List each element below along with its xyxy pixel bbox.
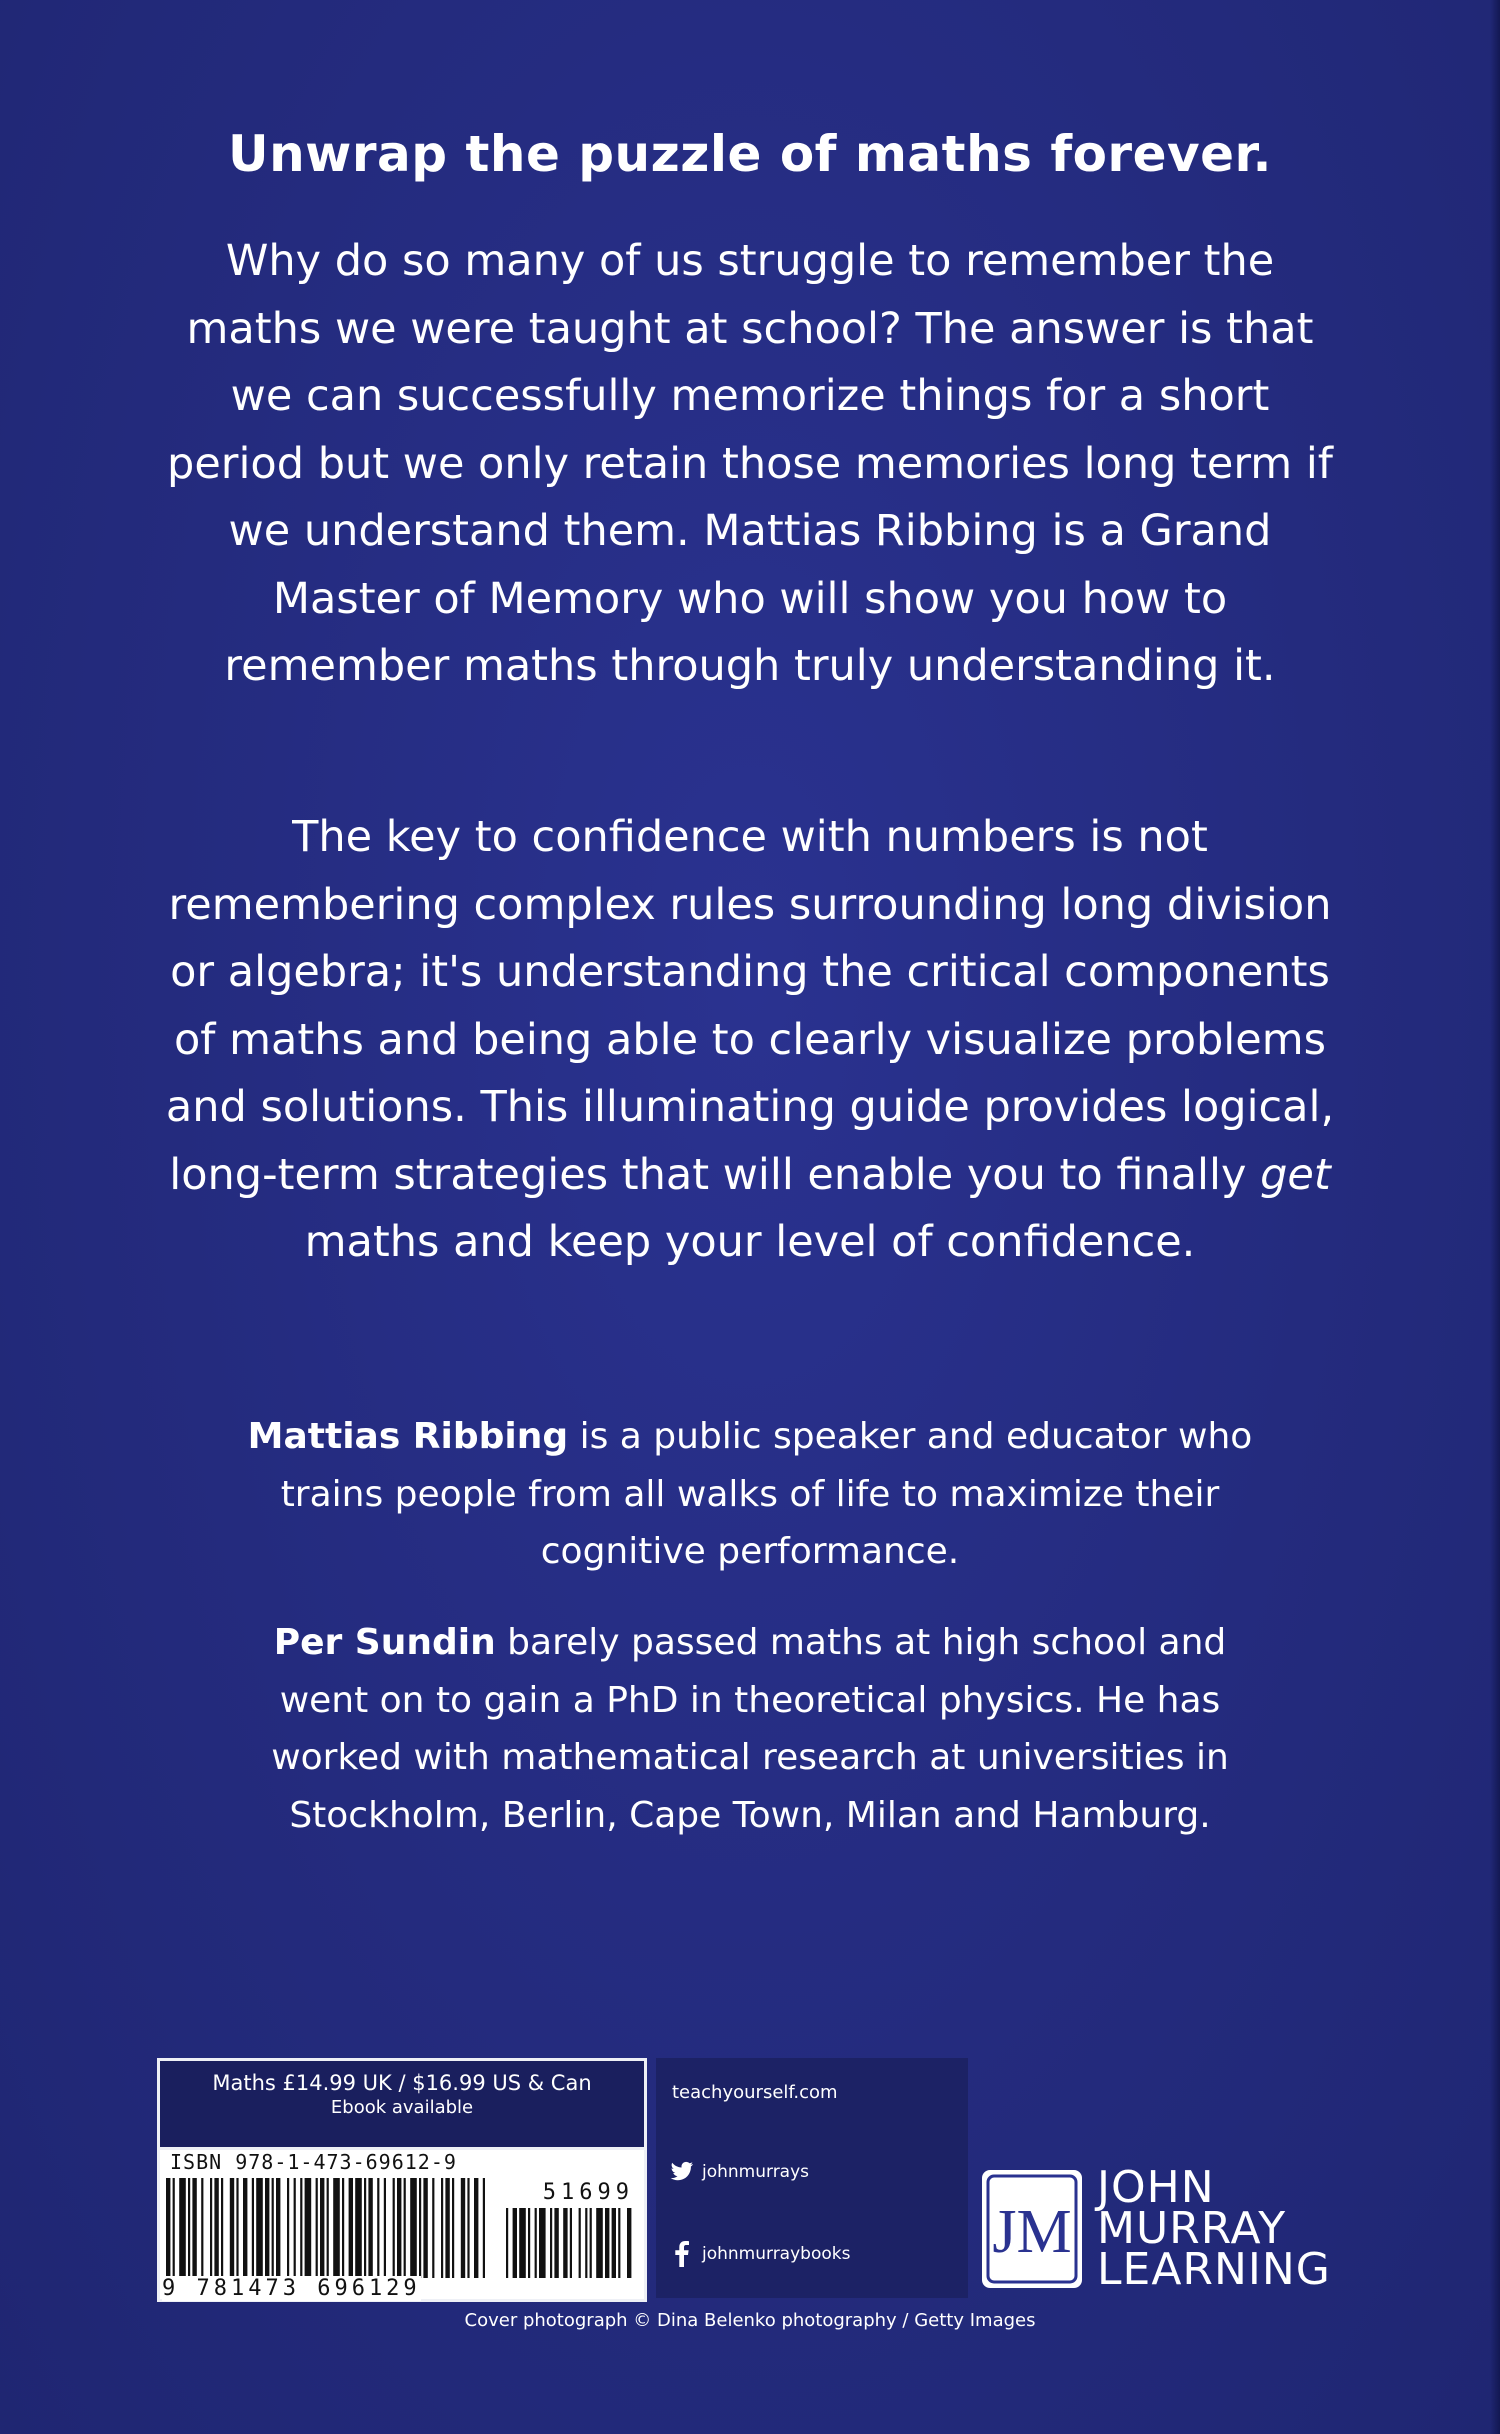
publisher-line-1: JOHN xyxy=(1097,2162,1215,2213)
barcode-bar xyxy=(419,2178,421,2278)
barcode-bar xyxy=(294,2178,296,2278)
barcode-bar xyxy=(265,2178,269,2278)
barcode-addon-bar xyxy=(570,2208,572,2278)
barcode-bar xyxy=(236,2178,238,2278)
barcode-addon-bar xyxy=(554,2208,558,2278)
barcode-bar xyxy=(483,2178,485,2278)
barcode-bar xyxy=(305,2178,312,2278)
barcode-bar xyxy=(461,2178,465,2278)
barcode-bar xyxy=(445,2178,449,2278)
barcode-bar xyxy=(256,2178,263,2278)
barcode-addon-bar xyxy=(579,2208,581,2278)
paragraph-2-text-end: maths and keep your level of confidence. xyxy=(304,1217,1196,1267)
barcode-addon-bar xyxy=(539,2208,546,2278)
barcode-bar xyxy=(320,2178,324,2278)
barcode-bar xyxy=(173,2178,175,2278)
barcode-bar xyxy=(230,2178,234,2278)
price-text: Maths £14.99 UK / $16.99 US & Can xyxy=(212,2071,592,2095)
barcode-bar xyxy=(333,2178,340,2278)
barcode-bar xyxy=(368,2178,372,2278)
paragraph-2-text-start: The key to confidence with numbers is not remembering complex rules surrounding long division or algebra; it's understanding the critical components of maths and being able to clearly visualize problems and solutions. This illuminating guide provides logical, long-term strategies that will enable you to finally xyxy=(165,812,1335,1200)
barcode-bar xyxy=(243,2178,247,2278)
website-link[interactable]: teachyourself.com xyxy=(672,2082,838,2103)
barcode-addon-bar xyxy=(550,2208,552,2278)
barcode-bar xyxy=(384,2178,386,2278)
barcode-addon-bar xyxy=(535,2208,537,2278)
barcode-addon-bar xyxy=(519,2208,526,2278)
barcode-addon-bar xyxy=(618,2208,620,2278)
author-bio-per-text: barely passed maths at high school and went on to gain a PhD in theoretical physics. He has worked with mathematical research at universities in Stockholm, Berlin, Cape Town, Milan and Hamburg. xyxy=(271,1622,1229,1836)
barcode-bar xyxy=(327,2178,329,2278)
barcode-bar xyxy=(192,2178,196,2278)
barcode-bar xyxy=(404,2178,406,2278)
barcode-bar xyxy=(377,2178,379,2278)
barcode-bar xyxy=(287,2178,289,2278)
paragraph-2-emphasis: get xyxy=(1260,1149,1331,1200)
headline: Unwrap the puzzle of maths forever. xyxy=(227,125,1273,183)
barcode-bar xyxy=(272,2178,274,2278)
barcode-bar xyxy=(393,2178,395,2278)
barcode-addon-digits: 51699 xyxy=(542,2180,634,2205)
twitter-handle: johnmurrays xyxy=(702,2162,810,2182)
author-bio-per xyxy=(240,1614,1260,1844)
barcode-bar xyxy=(364,2178,366,2278)
barcode-bar xyxy=(423,2178,427,2278)
author-bio-mattias-text: is a public speaker and educator who trains people from all walks of life to maximize their cognitive performance. xyxy=(280,1416,1253,1572)
barcode-bar xyxy=(210,2178,212,2278)
barcode-bar xyxy=(188,2178,190,2278)
barcode-bar xyxy=(432,2178,434,2278)
price-box xyxy=(157,2058,647,2150)
isbn-barcode xyxy=(157,2147,647,2302)
author-name-per: Per Sundin xyxy=(273,1622,496,1663)
description-paragraph-2 xyxy=(165,804,1335,1277)
barcode-addon-bar xyxy=(506,2208,508,2278)
barcode-bar xyxy=(410,2178,417,2278)
cover-photo-credit: Cover photograph © Dina Belenko photography / Getty Images xyxy=(464,2310,1036,2331)
barcode-addon-bar xyxy=(612,2208,616,2278)
barcode-addon-bar xyxy=(605,2208,609,2278)
barcode-addon-bar xyxy=(513,2208,517,2278)
publisher-monogram-logo xyxy=(982,2170,1082,2288)
author-bio-mattias xyxy=(240,1408,1260,1581)
barcode-ean-digits: 9 781473 696129 xyxy=(162,2276,421,2301)
barcode-bar xyxy=(276,2178,280,2278)
barcode-bar xyxy=(316,2178,318,2278)
barcode-bar xyxy=(252,2178,254,2278)
barcode-bar xyxy=(349,2178,353,2278)
publisher-line-2: MURRAY xyxy=(1097,2203,1287,2254)
barcode-bar xyxy=(441,2178,443,2278)
barcode-bar xyxy=(300,2178,302,2278)
barcode-addon-bar xyxy=(585,2208,587,2278)
barcode-bar xyxy=(342,2178,344,2278)
barcode-bar xyxy=(214,2178,218,2278)
barcode-addon-bar xyxy=(563,2208,567,2278)
publisher-line-3: LEARNING xyxy=(1097,2244,1331,2295)
facebook-link[interactable] xyxy=(670,2242,850,2266)
description-paragraph-1: Why do so many of us struggle to remember the maths we were taught at school? The answer is that we can successfully memorize things for a short period but we only retain those memories long term if we understand them. Mattias Ribbing is a Grand Master of Memory who will show you how to remember maths through truly understanding it. xyxy=(167,236,1333,691)
barcode-bar xyxy=(166,2178,170,2278)
barcode-bar xyxy=(221,2178,223,2278)
isbn-number: ISBN 978-1-473-69612-9 xyxy=(170,2150,457,2174)
barcode-addon-bar xyxy=(627,2208,631,2278)
facebook-handle: johnmurraybooks xyxy=(702,2244,851,2264)
barcode-addon-bar xyxy=(596,2208,603,2278)
ebook-availability: Ebook available xyxy=(330,2097,474,2118)
barcode-addon-bar xyxy=(590,2208,592,2278)
publisher-name xyxy=(1097,2162,1331,2295)
monogram-text: JM xyxy=(992,2198,1072,2266)
barcode-bar xyxy=(467,2178,469,2278)
twitter-bird-icon xyxy=(670,2160,694,2184)
barcode-bar xyxy=(474,2178,478,2278)
barcode-bar xyxy=(355,2178,362,2278)
facebook-f-icon xyxy=(670,2242,694,2266)
barcode-bar xyxy=(179,2178,186,2278)
barcode-bar xyxy=(397,2178,401,2278)
twitter-link[interactable] xyxy=(670,2160,809,2184)
social-links-panel xyxy=(656,2058,968,2298)
author-name-mattias: Mattias Ribbing xyxy=(247,1416,569,1457)
cover-edge-shadow xyxy=(1490,0,1500,2434)
barcode-addon-bar xyxy=(528,2208,530,2278)
barcode-bar xyxy=(452,2178,454,2278)
barcode-bar xyxy=(201,2178,203,2278)
jm-monogram-icon xyxy=(982,2170,1082,2288)
